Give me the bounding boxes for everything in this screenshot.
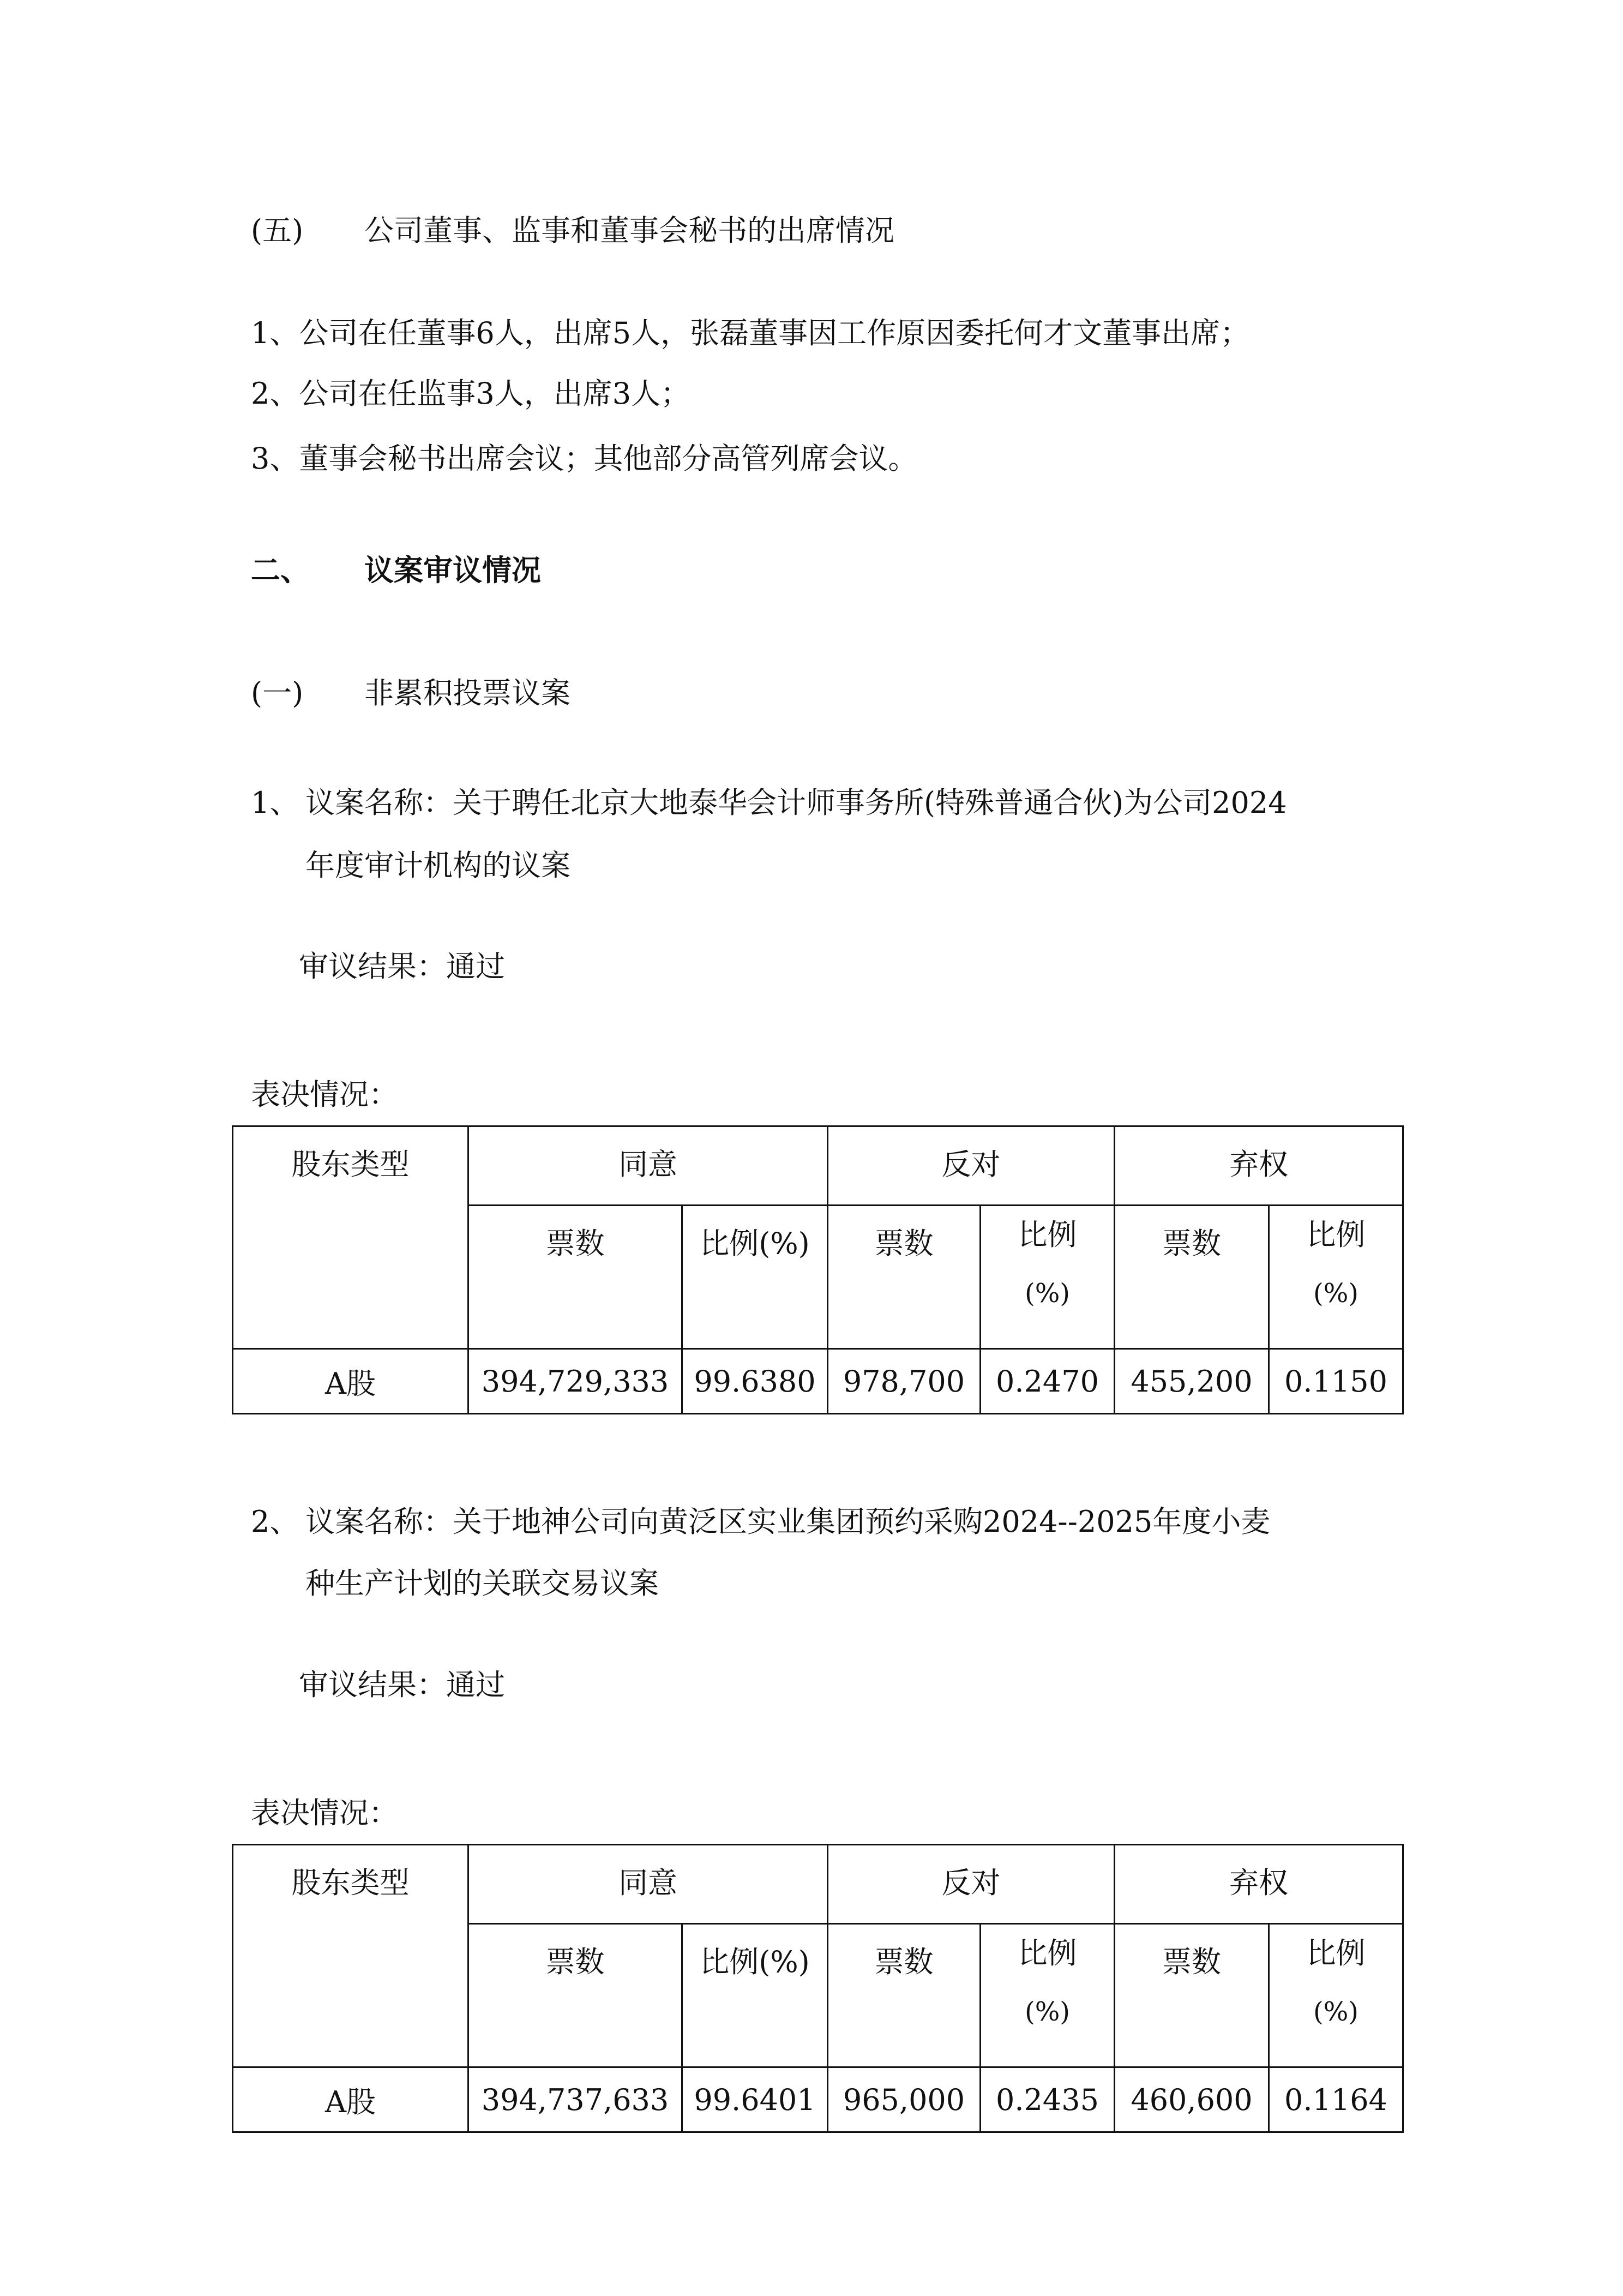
proposal-2-name-line1: 议案名称：关于地神公司向黄泛区实业集团预约采购2024--2025年度小麦 <box>305 1504 1271 1539</box>
header-against: 反对 <box>828 1126 1115 1206</box>
header-agree: 同意 <box>468 1126 828 1206</box>
agree-ratio: 99.6401 <box>682 2067 828 2132</box>
attendance-heading-number: (五) <box>251 213 304 248</box>
proposal-2-number: 2、 <box>251 1504 299 1539</box>
subsection-title: 非累积投票议案 <box>364 676 570 710</box>
header-shareholder-type: 股东类型 <box>233 1126 468 1349</box>
attendance-item-2: 2、公司在任监事3人，出席3人； <box>251 376 690 411</box>
abstain-votes: 455,200 <box>1115 1349 1269 1414</box>
attendance-item-3: 3、董事会秘书出席会议；其他部分高管列席会议。 <box>251 441 918 476</box>
ratio-unit: (%) <box>1313 1997 1359 2027</box>
header-against-votes: 票数 <box>828 1924 981 2067</box>
proposal-1-name-line1: 议案名称：关于聘任北京大地泰华会计师事务所(特殊普通合伙)为公司2024 <box>305 786 1287 820</box>
ratio-label: 比例 <box>1018 1936 1077 1970</box>
abstain-votes: 460,600 <box>1115 2067 1269 2132</box>
header-abstain-votes: 票数 <box>1115 1924 1269 2067</box>
header-against: 反对 <box>828 1845 1115 1924</box>
header-agree-votes: 票数 <box>468 1206 682 1349</box>
header-against-ratio <box>981 1206 1115 1349</box>
against-votes: 978,700 <box>828 1349 981 1414</box>
header-agree-ratio: 比例(%) <box>682 1206 828 1349</box>
attendance-item-1: 1、公司在任董事6人，出席5人，张磊董事因工作原因委托何才文董事出席； <box>251 316 1250 350</box>
ratio-label: 比例 <box>1306 1936 1366 1970</box>
proposal-1-vote-table <box>232 1125 1404 1414</box>
row-shareholder-type: A股 <box>233 1349 468 1414</box>
subsection-number: (一) <box>251 676 304 710</box>
header-abstain-ratio <box>1269 1924 1403 2067</box>
against-votes: 965,000 <box>828 2067 981 2132</box>
header-against-ratio <box>981 1924 1115 2067</box>
header-abstain: 弃权 <box>1115 1845 1403 1924</box>
table-row <box>233 2067 1403 2132</box>
proposal-2-name-line2: 种生产计划的关联交易议案 <box>305 1566 659 1600</box>
against-ratio: 0.2435 <box>981 2067 1115 2132</box>
ratio-unit: (%) <box>1024 1997 1071 2027</box>
agree-votes: 394,737,633 <box>468 2067 682 2132</box>
header-abstain: 弃权 <box>1115 1126 1403 1206</box>
agree-votes: 394,729,333 <box>468 1349 682 1414</box>
header-agree-ratio: 比例(%) <box>682 1924 828 2067</box>
ratio-label: 比例 <box>1018 1218 1077 1252</box>
ratio-unit: (%) <box>1313 1278 1359 1309</box>
section-title: 议案审议情况 <box>364 553 541 588</box>
header-against-votes: 票数 <box>828 1206 981 1349</box>
header-agree: 同意 <box>468 1845 828 1924</box>
header-shareholder-type: 股东类型 <box>233 1845 468 2067</box>
proposal-1-result: 审议结果：通过 <box>299 949 505 984</box>
agree-ratio: 99.6380 <box>682 1349 828 1414</box>
header-agree-votes: 票数 <box>468 1924 682 2067</box>
row-shareholder-type: A股 <box>233 2067 468 2132</box>
attendance-heading: 公司董事、监事和董事会秘书的出席情况 <box>364 213 894 248</box>
proposal-2-vote-label: 表决情况： <box>251 1796 398 1830</box>
proposal-1-name-line2: 年度审计机构的议案 <box>305 848 570 883</box>
abstain-ratio: 0.1164 <box>1269 2067 1403 2132</box>
against-ratio: 0.2470 <box>981 1349 1115 1414</box>
header-abstain-votes: 票数 <box>1115 1206 1269 1349</box>
section-number: 二、 <box>251 553 310 588</box>
ratio-unit: (%) <box>1024 1278 1071 1309</box>
proposal-1-number: 1、 <box>251 786 299 820</box>
abstain-ratio: 0.1150 <box>1269 1349 1403 1414</box>
proposal-2-result: 审议结果：通过 <box>299 1668 505 1702</box>
header-abstain-ratio <box>1269 1206 1403 1349</box>
proposal-2-vote-table <box>232 1844 1404 2133</box>
proposal-1-vote-label: 表决情况： <box>251 1077 398 1112</box>
table-row <box>233 1349 1403 1414</box>
ratio-label: 比例 <box>1306 1218 1366 1252</box>
